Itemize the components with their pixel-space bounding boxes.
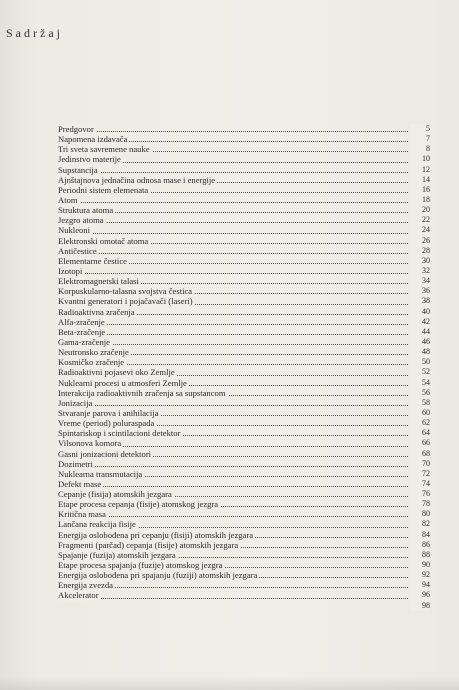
toc-entry-title: Beta-zračenje bbox=[58, 326, 106, 337]
toc-entry-page-number: 38 bbox=[410, 296, 430, 306]
toc-entry-page-number: 48 bbox=[410, 347, 430, 357]
toc-entry-title: Struktura atoma bbox=[58, 205, 114, 216]
toc-entry bbox=[58, 550, 430, 560]
toc-entry bbox=[58, 236, 430, 246]
toc-entry-page-number: 84 bbox=[410, 530, 430, 540]
toc-entry bbox=[58, 489, 430, 499]
toc-entry bbox=[58, 124, 430, 134]
toc-entry-title: Spajanje (fuzija) atomskih jezgara bbox=[58, 549, 176, 560]
toc-entry-title: Etape procesa cepanja (fisije) atomskog jezgra bbox=[58, 499, 219, 510]
toc-entry bbox=[58, 286, 430, 296]
toc-entry-title: Tri sveta savremene nauke bbox=[58, 144, 150, 155]
dot-leader bbox=[58, 172, 408, 173]
toc-entry-page-number: 94 bbox=[410, 580, 430, 590]
toc-entry-page-number: 36 bbox=[410, 286, 430, 296]
toc-entry bbox=[58, 540, 430, 550]
page-heading: Sadržaj bbox=[6, 26, 63, 40]
toc-entry bbox=[58, 337, 430, 347]
toc-entry-title: Defekt mase bbox=[58, 478, 102, 489]
toc-entry-title: Spintariskop i scintilacioni detektor bbox=[58, 428, 181, 439]
toc-entry bbox=[58, 388, 430, 398]
toc-entry bbox=[58, 276, 430, 286]
toc-entry-title: Radioaktivna zračenja bbox=[58, 306, 135, 317]
toc-entry-page-number: 70 bbox=[410, 459, 430, 469]
toc-entry-title: Fragmenti (parčad) cepanja (fisije) atomskih jezgara bbox=[58, 539, 239, 550]
toc-entry-page-number: 28 bbox=[410, 246, 430, 256]
toc-entry-title: Nukleoni bbox=[58, 225, 90, 236]
dot-leader bbox=[58, 324, 408, 325]
toc-entry bbox=[58, 469, 430, 479]
toc-entry-title: Nuklearni procesi u atmosferi Zemlje bbox=[58, 377, 187, 388]
toc-entry-page-number: 14 bbox=[410, 175, 430, 185]
toc-entry-page-number: 18 bbox=[410, 195, 430, 205]
toc-entry bbox=[58, 479, 430, 489]
toc-entry-page-number: 90 bbox=[410, 560, 430, 570]
toc-entry-page-number: 68 bbox=[410, 449, 430, 459]
toc-entry bbox=[58, 266, 430, 276]
toc-entry-title: Energija oslobođena pri spajanju (fuziji) atomskih jezgara bbox=[58, 570, 258, 581]
toc-entry bbox=[58, 357, 430, 367]
toc-entry-page-number: 20 bbox=[410, 205, 430, 215]
toc-entry-page-number: 88 bbox=[410, 550, 430, 560]
toc-entry bbox=[58, 175, 430, 185]
toc-entry-page-number: 42 bbox=[410, 317, 430, 327]
toc-entry-title: Napomena izdavača bbox=[58, 134, 128, 145]
toc-entry bbox=[58, 246, 430, 256]
toc-entry-title: Neutronsko zračenje bbox=[58, 347, 129, 358]
toc-entry-page-number: 7 bbox=[410, 134, 430, 144]
toc-entry-title: Korpuskularno-talasna svojstva čestica bbox=[58, 286, 193, 297]
toc-entry bbox=[58, 601, 430, 611]
dot-leader bbox=[58, 486, 408, 487]
toc-entry-title: Vreme (period) poluraspada bbox=[58, 418, 155, 429]
toc-entry-page-number: 86 bbox=[410, 540, 430, 550]
toc-entry-title: Supstancija bbox=[58, 164, 98, 175]
toc-entry-page-number: 98 bbox=[410, 601, 430, 611]
toc-entry bbox=[58, 327, 430, 337]
toc-entry-title: Periodni sistem elemenata bbox=[58, 184, 149, 195]
toc-entry bbox=[58, 449, 430, 459]
toc-entry bbox=[58, 205, 430, 215]
dot-leader bbox=[58, 222, 408, 223]
toc-entry-title: Kritična masa bbox=[58, 509, 106, 520]
toc-entry bbox=[58, 185, 430, 195]
dot-leader bbox=[58, 334, 408, 335]
toc-entry-page-number: 62 bbox=[410, 418, 430, 428]
dot-leader bbox=[58, 598, 408, 599]
toc-entry-page-number: 78 bbox=[410, 499, 430, 509]
toc-entry bbox=[58, 519, 430, 529]
toc-entry-title: Gasni jonizacioni detektori bbox=[58, 448, 152, 459]
page-edge-shadow bbox=[0, 676, 459, 690]
toc-entry-title: Radioaktivni pojasevi oko Zemlje bbox=[58, 367, 175, 378]
toc-entry-page-number: 64 bbox=[410, 428, 430, 438]
toc-entry-page-number: 8 bbox=[410, 144, 430, 154]
toc-entry-page-number: 30 bbox=[410, 256, 430, 266]
toc-entry-page-number: 96 bbox=[410, 590, 430, 600]
toc-entry-title: Energija zvezda bbox=[58, 580, 113, 591]
toc-entry-title: Nuklearna transmutacija bbox=[58, 468, 143, 479]
dot-leader bbox=[58, 273, 408, 274]
toc-entry-title: Izotopi bbox=[58, 265, 83, 276]
toc-entry-title: Interakcija radioaktivnih zračenja sa supstancom bbox=[58, 387, 226, 398]
toc-entry-title: Atom bbox=[58, 194, 78, 205]
toc-entry-title: Cepanje (fisija) atomskih jezgara bbox=[58, 489, 172, 500]
toc-entry-page-number: 26 bbox=[410, 236, 430, 246]
toc-entry-title: Lančana reakcija fisije bbox=[58, 519, 136, 530]
toc-entry-title: Kosmičko zračenje bbox=[58, 357, 125, 368]
toc-entry-page-number: 76 bbox=[410, 489, 430, 499]
toc-entry-title: Jezgro atoma bbox=[58, 215, 104, 226]
toc-entry-title: Alfa-zračenje bbox=[58, 316, 105, 327]
toc-entry bbox=[58, 317, 430, 327]
toc-entry-title: Jedinstvo materije bbox=[58, 154, 121, 165]
toc-entry bbox=[58, 530, 430, 540]
toc-entry-title: Jonizacija bbox=[58, 397, 93, 408]
toc-entry-page-number: 80 bbox=[410, 509, 430, 519]
toc-entry bbox=[58, 165, 430, 175]
toc-entry-title: Antičestice bbox=[58, 245, 97, 256]
toc-entry bbox=[58, 195, 430, 205]
toc-entry-page-number: 22 bbox=[410, 215, 430, 225]
toc-entry-page-number: 52 bbox=[410, 367, 430, 377]
toc-entry bbox=[58, 215, 430, 225]
dot-leader bbox=[58, 233, 408, 234]
toc-entry bbox=[58, 296, 430, 306]
toc-entry-page-number: 12 bbox=[410, 165, 430, 175]
toc-entry bbox=[58, 256, 430, 266]
toc-entry-page-number: 5 bbox=[410, 124, 430, 134]
toc-entry bbox=[58, 398, 430, 408]
dot-leader bbox=[58, 202, 408, 203]
toc-entry bbox=[58, 580, 430, 590]
toc-entry-title: Elektromagnetski talasi bbox=[58, 276, 139, 287]
toc-entry-page-number: 56 bbox=[410, 388, 430, 398]
dot-leader bbox=[58, 253, 408, 254]
toc-entry bbox=[58, 378, 430, 388]
toc-entry-page-number: 34 bbox=[410, 276, 430, 286]
toc-entry bbox=[58, 418, 430, 428]
toc-entry bbox=[58, 144, 430, 154]
toc-entry bbox=[58, 560, 430, 570]
toc-entry-page-number: 60 bbox=[410, 408, 430, 418]
toc-entry-title: Predgovor bbox=[58, 124, 94, 134]
toc-entry-title: Vilsonova komora bbox=[58, 438, 122, 449]
toc-entry-page-number: 50 bbox=[410, 357, 430, 367]
toc-entry-title: Kvantni generatori i pojačavači (laseri) bbox=[58, 296, 193, 307]
toc-entry-page-number: 32 bbox=[410, 266, 430, 276]
toc-entry-title: Ajnštajnova jednačina odnosa mase i energije bbox=[58, 174, 216, 185]
dot-leader bbox=[58, 131, 408, 132]
toc-entry-page-number: 58 bbox=[410, 398, 430, 408]
dot-leader bbox=[58, 466, 408, 467]
toc-entry-page-number: 74 bbox=[410, 479, 430, 489]
toc-entry bbox=[58, 408, 430, 418]
toc-entry-page-number: 82 bbox=[410, 519, 430, 529]
toc-entry bbox=[58, 134, 430, 144]
toc-entry-title: Stvaranje parova i anihilacija bbox=[58, 407, 159, 418]
toc-entry-page-number: 54 bbox=[410, 378, 430, 388]
toc-entry bbox=[58, 459, 430, 469]
dot-leader bbox=[58, 405, 408, 406]
toc-entry-page-number: 40 bbox=[410, 307, 430, 317]
toc-entry bbox=[58, 307, 430, 317]
toc-entry bbox=[58, 225, 430, 235]
toc-entry bbox=[58, 438, 430, 448]
toc-entry-title: Energija oslobođena pri cepanju (fisiji) atomskih jezgara bbox=[58, 529, 254, 540]
toc-entry-page-number: 24 bbox=[410, 225, 430, 235]
toc-entry bbox=[58, 570, 430, 580]
table-of-contents bbox=[58, 124, 430, 611]
toc-entry-page-number: 66 bbox=[410, 438, 430, 448]
toc-entry-page-number: 10 bbox=[410, 154, 430, 164]
toc-entry-title: Elementarne čestice bbox=[58, 255, 127, 266]
toc-entry-title: Akcelerator bbox=[58, 590, 99, 601]
toc-entry bbox=[58, 154, 430, 164]
toc-entry bbox=[58, 499, 430, 509]
toc-entry-page-number: 72 bbox=[410, 469, 430, 479]
toc-entry-page-number: 46 bbox=[410, 337, 430, 347]
toc-entry-page-number: 16 bbox=[410, 185, 430, 195]
toc-entry bbox=[58, 367, 430, 377]
toc-entry-title: Dozimetri bbox=[58, 458, 93, 469]
toc-entry bbox=[58, 347, 430, 357]
toc-entry-title: Gama-zračenje bbox=[58, 336, 110, 347]
toc-entry bbox=[58, 509, 430, 519]
toc-entry-title: Elektronski omotač atoma bbox=[58, 235, 149, 246]
toc-entry-page-number: 44 bbox=[410, 327, 430, 337]
toc-entry bbox=[58, 590, 430, 600]
dot-leader bbox=[58, 516, 408, 517]
toc-entry bbox=[58, 428, 430, 438]
toc-entry-page-number: 92 bbox=[410, 570, 430, 580]
toc-entry-title: Etape procesa spajanja (fuzije) atomskog jezgra bbox=[58, 560, 223, 571]
